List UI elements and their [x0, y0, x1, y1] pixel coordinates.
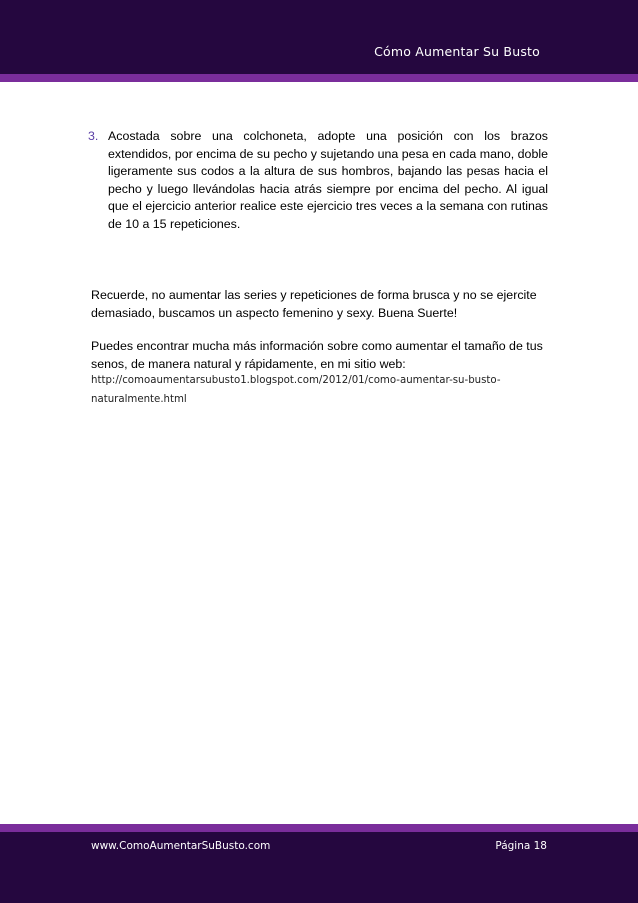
header-accent-stripe: [0, 74, 638, 82]
list-item-number: 3.: [88, 129, 99, 143]
page-header: [0, 0, 638, 74]
footer-page-number: Página 18: [495, 840, 547, 852]
header-title: Cómo Aumentar Su Busto: [374, 44, 540, 59]
list-item: [88, 128, 548, 234]
footer-accent-stripe: [0, 824, 638, 832]
paragraph-reminder: Recuerde, no aumentar las series y repeticiones de forma brusca y no se ejercite demasiado, buscamos un aspecto femenino y sexy. Buena Suerte!: [91, 288, 537, 320]
website-url-link[interactable]: http://comoaumentarsubusto1.blogspot.com/2012/01/como-aumentar-su-busto-naturalmente.html: [91, 375, 501, 405]
list-item-text: Acostada sobre una colchoneta, adopte una posición con los brazos extendidos, por encima de su pecho y sujetando una pesa en cada mano, doble ligeramente sus codos a la altura de sus hombros, bajando las pesas hacia el pecho y luego llevándolas hacia atrás siempre por encima del pecho. Al igual que el ejercicio anterior realice este ejercicio tres veces a la semana con rutinas de 10 a 15 repeticiones.: [108, 129, 548, 231]
paragraph-more-info: Puedes encontrar mucha más información sobre como aumentar el tamaño de tus senos, de manera natural y rápidamente, en mi sitio web:: [91, 339, 543, 371]
footer-site-link[interactable]: www.ComoAumentarSuBusto.com: [91, 840, 271, 852]
